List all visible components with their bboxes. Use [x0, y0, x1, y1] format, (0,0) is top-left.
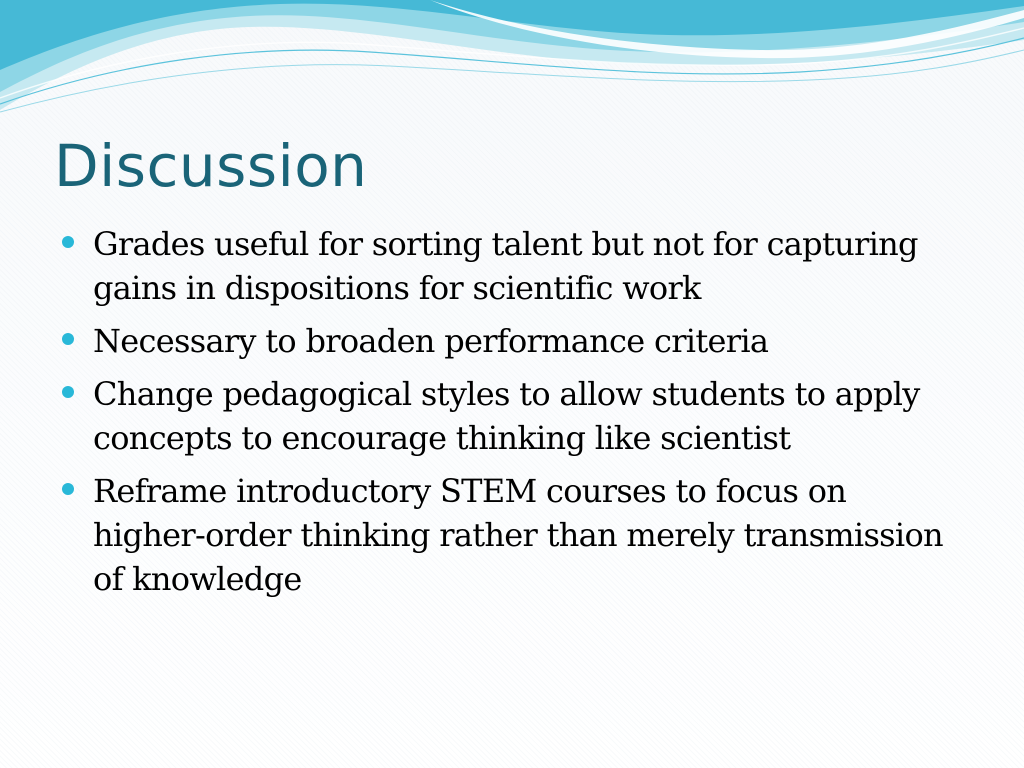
bullet-text: Necessary to broaden performance criteria [93, 322, 769, 360]
bullet-item [62, 469, 967, 601]
bullet-dot-icon [62, 236, 74, 248]
bullet-list [62, 222, 967, 610]
wave-line-2 [0, 50, 1024, 112]
wave-banner-icon [0, 0, 1024, 125]
bullet-item [62, 319, 967, 363]
slide-title: Discussion [54, 132, 368, 200]
bullet-item [62, 372, 967, 460]
bullet-text: Change pedagogical styles to allow students to apply concepts to encourage thinking like scientist [93, 375, 920, 457]
bullet-text: Reframe introductory STEM courses to focus on higher-order thinking rather than merely transmission of knowledge [93, 472, 943, 598]
bullet-item [62, 222, 967, 310]
bullet-dot-icon [62, 386, 74, 398]
bullet-dot-icon [62, 333, 74, 345]
bullet-text: Grades useful for sorting talent but not for capturing gains in dispositions for scientific work [93, 225, 918, 307]
bullet-dot-icon [62, 483, 74, 495]
